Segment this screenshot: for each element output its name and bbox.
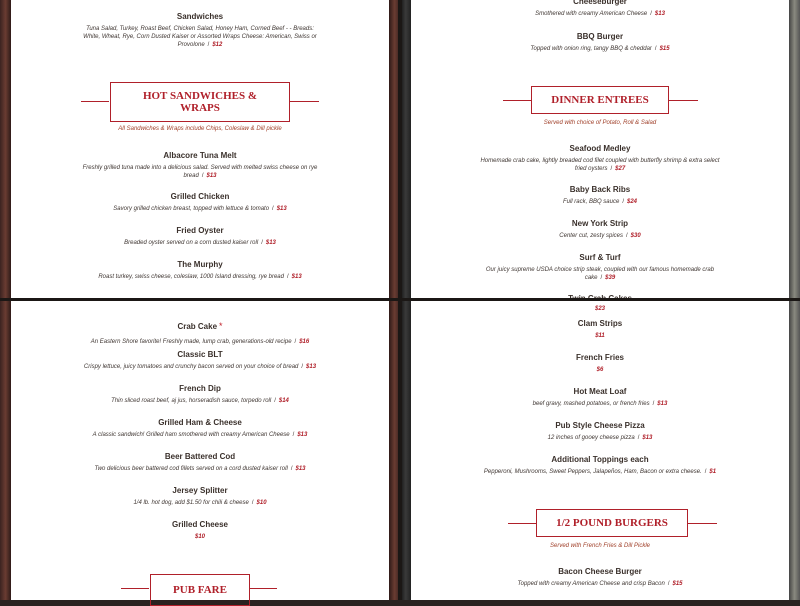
menu-item (411, 253, 789, 282)
header-rule-right (249, 588, 277, 589)
header-rule-right (668, 100, 698, 101)
backdrop-right (789, 0, 800, 300)
menu-item (11, 260, 389, 281)
item-price: $10 (194, 534, 205, 540)
header-rule-left (508, 523, 536, 524)
menu-item (11, 151, 389, 180)
item-name: Beer Battered Cod (164, 452, 236, 461)
item-name: Crab Cake (177, 322, 218, 331)
item-price: $23 (594, 306, 605, 312)
item-price: $13 (295, 466, 306, 472)
menu-panel-bottom-left (0, 300, 400, 600)
backdrop-right (789, 300, 800, 600)
menu-panel-top-right (400, 0, 800, 300)
menu-item (411, 353, 789, 374)
item-desc: Two delicious beer battered cod fillets served on a cord dusted kaiser roll / $13 (94, 466, 306, 472)
item-name: Classic BLT (177, 350, 223, 359)
header-rule-right (687, 523, 717, 524)
item-name: French Dip (179, 384, 221, 393)
item-desc: Roast turkey, swiss cheese, coleslaw, 1000 Island dressing, rye bread / $13 (98, 274, 302, 280)
item-desc: A classic sandwich! Grilled ham smothered with creamy American Cheese / $13 (92, 432, 308, 438)
menu-item (411, 319, 789, 340)
header-rule-left (121, 588, 149, 589)
backdrop-left (0, 300, 11, 600)
item-desc: Topped with onion ring, tangy BBQ & cheddar / $15 (530, 46, 670, 52)
menu-item (11, 350, 389, 371)
item-name: BBQ Burger (576, 32, 624, 41)
menu-item (11, 520, 389, 541)
menu-item (11, 418, 389, 439)
item-desc: 1/4 lb. hot dog, add $1.50 for chili & cheese / $10 (133, 500, 267, 506)
item-price: $24 (627, 199, 638, 205)
menu-item (11, 316, 389, 346)
header-rule-left (81, 101, 109, 102)
item-price: $1 (709, 469, 717, 475)
item-name: Grilled Chicken (170, 192, 230, 201)
section-header-dinner-entrees: DINNER ENTREES (531, 86, 669, 114)
item-desc: Topped with creamy American Cheese and crisp Bacon / $15 (517, 581, 683, 587)
item-price: $15 (672, 581, 683, 587)
item-name: Grilled Cheese (171, 520, 229, 529)
item-desc: Homemade crab cake, lightly breaded cod filet coupled with butterfly shrimp & extra select fried oysters / $27 (480, 158, 720, 172)
item-name: Hot Meat Loaf (573, 387, 627, 396)
item-name: French Fries (575, 353, 624, 362)
item-price: $13 (291, 274, 302, 280)
menu-item (411, 0, 789, 18)
header-rule-left (503, 100, 531, 101)
menu-item (11, 226, 389, 247)
star-icon: * (219, 321, 223, 331)
section-header-pub-fare: PUB FARE (150, 574, 250, 606)
item-price: $30 (630, 233, 641, 239)
item-name: Cheeseburger (573, 0, 627, 6)
menu-item (411, 219, 789, 240)
menu-item (11, 192, 389, 213)
item-desc: Breaded oyster served on a corn dusted kaiser roll / $13 (124, 240, 276, 246)
backdrop-left (0, 0, 11, 300)
menu-item (411, 421, 789, 442)
item-price: $10 (256, 500, 267, 506)
item-price: $13 (306, 364, 317, 370)
menu-item (411, 387, 789, 408)
item-desc: Center cut, zesty spices / $30 (559, 233, 641, 239)
item-price: $13 (642, 435, 653, 441)
item-desc: Crispy lettuce, juicy tomatoes and crunchy bacon served on your choice of bread / $13 (83, 364, 317, 370)
menu-item (11, 452, 389, 473)
item-desc: Freshly grilled tuna made into a delicious salad. Served with melted swiss cheese on rye bread / $13 (82, 165, 318, 179)
item-name: New York Strip (571, 219, 629, 228)
item-name: Pub Style Cheese Pizza (555, 421, 645, 430)
menu-item (11, 486, 389, 507)
item-name: Additional Toppings each (551, 455, 649, 464)
menu-item (411, 567, 789, 588)
item-name: The Murphy (177, 260, 223, 269)
item-price: $12 (212, 42, 223, 48)
item-price: $14 (278, 398, 289, 404)
item-desc: 12 inches of gooey cheese pizza / $13 (547, 435, 653, 441)
item-name: Bacon Cheese Burger (558, 567, 642, 576)
menu-panel-bottom-right (400, 300, 800, 600)
item-desc: Smothered with creamy American Cheese / $13 (535, 11, 665, 17)
item-name: Surf & Turf (579, 253, 621, 262)
item-price: $6 (596, 367, 604, 373)
item-desc: Savory grilled chicken breast, topped with lettuce & tomato / $13 (113, 206, 287, 212)
item-name: Sandwiches (176, 12, 224, 21)
menu-item (411, 144, 789, 173)
section-subtitle: Served with French Fries & Dill Pickle (549, 543, 651, 549)
item-name: Baby Back Ribs (569, 185, 631, 194)
menu-paper (11, 300, 389, 600)
menu-item (11, 384, 389, 405)
item-name: Albacore Tuna Melt (163, 151, 237, 160)
item-desc: Our juicy supreme USDA choice strip steak, coupled with our famous homemade crab cake / $39 (485, 267, 715, 281)
item-desc (480, 366, 720, 374)
menu-paper (411, 300, 789, 600)
item-desc (50, 533, 350, 541)
item-name: Fried Oyster (176, 226, 224, 235)
item-desc: Tuna Salad, Turkey, Roast Beef, Chicken Salad, Honey Ham, Corned Beef - - Breads: White, Wheat, Rye, Corn Dusted Kaiser or Assorted Wraps Cheese: American, Swiss or Provolone / $12 (83, 26, 317, 48)
item-name: Seafood Medley (569, 144, 631, 153)
item-price: $11 (595, 333, 605, 339)
item-desc: An Eastern Shore favorite! Freshly made, lump crab, generations-old recipe / $16 (90, 339, 310, 345)
menu-panel-top-left (0, 0, 400, 300)
item-price: $13 (276, 206, 287, 212)
section-header-burgers: 1/2 POUND BURGERS (536, 509, 688, 537)
section-subtitle: Served with choice of Potato, Roll & Salad (543, 120, 657, 126)
item-price: $13 (265, 240, 276, 246)
vertical-divider (398, 0, 402, 600)
item-desc (480, 332, 720, 340)
item-name: Jersey Splitter (172, 486, 228, 495)
section-subtitle: All Sandwiches & Wraps include Chips, Coleslaw & Dill pickle (118, 126, 282, 132)
menu-item (411, 32, 789, 53)
menu-paper (11, 0, 389, 300)
menu-item (411, 185, 789, 206)
item-price: $13 (206, 173, 217, 179)
item-price: $16 (299, 339, 310, 345)
menu-item (411, 455, 789, 476)
item-price: $13 (657, 401, 668, 407)
item-desc: beef gravy, mashed potatoes, or french fries / $13 (532, 401, 668, 407)
section-header-hot-sandwiches: HOT SANDWICHES & WRAPS (110, 82, 290, 122)
item-price: $39 (605, 275, 616, 281)
item-price: $13 (654, 11, 665, 17)
item-desc: Pepperoni, Mushrooms, Sweet Peppers, Jalapeños, Ham, Bacon or extra cheese. / $1 (483, 469, 717, 475)
item-price: $15 (659, 46, 670, 52)
item-price: $13 (297, 432, 308, 438)
item-name: Clam Strips (577, 319, 623, 328)
item-desc: Thin sliced roast beef, aj jus, horseradish sauce, torpedo roll / $14 (111, 398, 289, 404)
item-name: Grilled Ham & Cheese (158, 418, 242, 427)
item-desc: Full rack, BBQ sauce / $24 (562, 199, 638, 205)
menu-item-sandwiches (11, 12, 389, 49)
menu-paper (411, 0, 789, 300)
header-rule-right (289, 101, 319, 102)
item-price: $27 (615, 166, 626, 172)
